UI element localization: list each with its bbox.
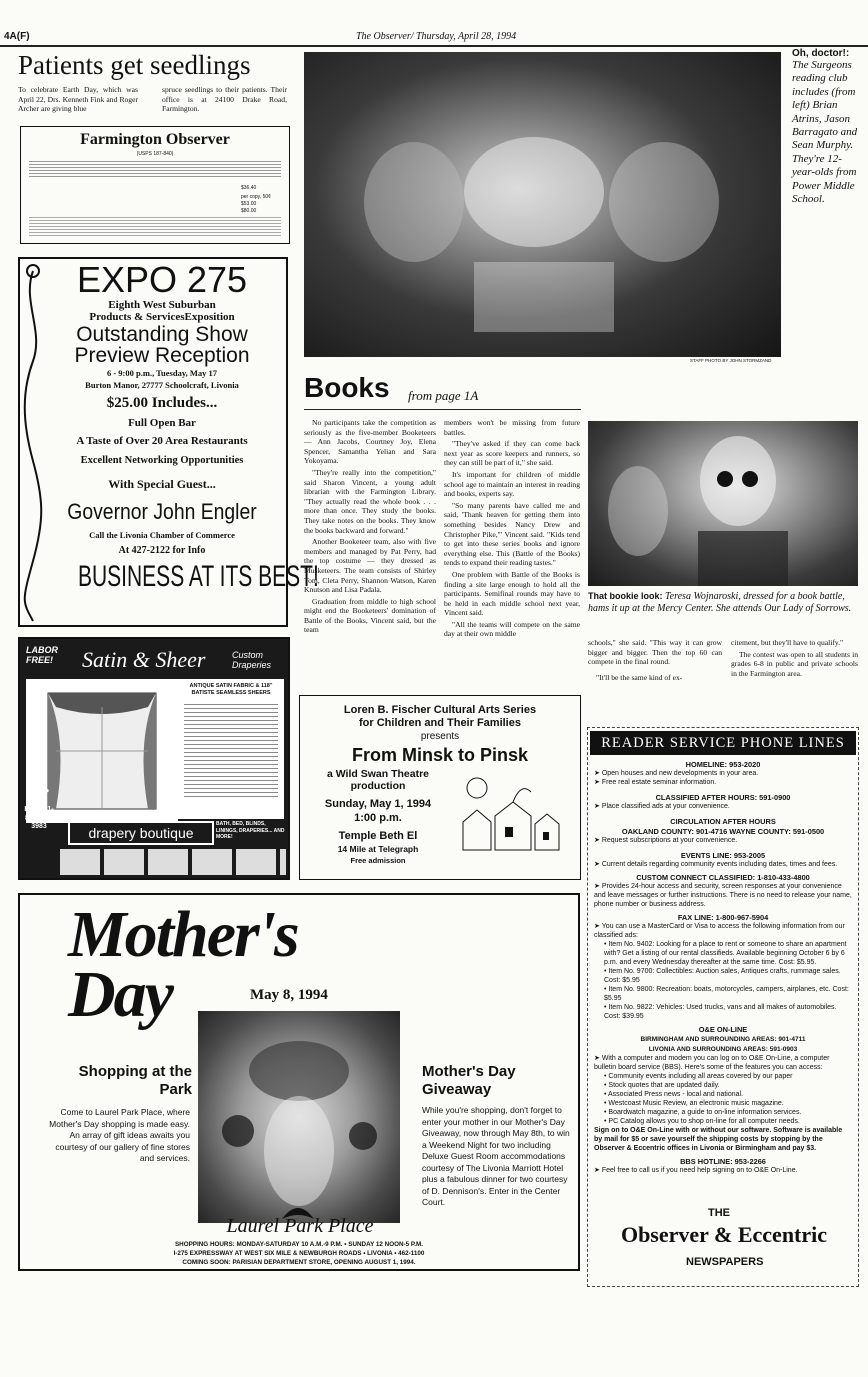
books-col1-p4: Graduation from middle to high school might end the Booketeers' domination of Battle of the Books, Vincent said, but the team [304,596,436,635]
satin-locations [60,849,286,875]
homeline-heading: HOMELINE: 953-2020 [685,760,761,769]
satin-bath: BATH, BED, BLINDS, LININGS, DRAPERIES... AND MORE! [216,821,285,840]
expo-line-15: BUSINESS AT ITS BEST! [78,560,319,593]
events-line-heading: EVENTS LINE: 953-2005 [680,851,766,860]
seedlings-headline: Patients get seedlings [18,50,251,80]
expo-line-8: Full Open Bar [128,417,196,429]
books-rule [304,409,581,410]
masthead-price-2: per copy, 50¢ [241,194,271,200]
books-col-4 [731,638,858,680]
classified-after-hours-heading: CLASSIFIED AFTER HOURS: 591-0900 [655,793,791,802]
bbs-hotline-item: ➤ Feel free to call us if you need help signing on to O&E On-Line. [594,1167,798,1174]
photo-credit: STAFF PHOTO BY JOHN STORMZAND [690,358,772,363]
books-col2-p3: It's important for children of middle school age to maintain an interest in reading and books, experts say. [444,469,580,499]
minsk-line-3: presents [420,731,460,742]
booklook-caption [588,590,858,615]
minsk-ad [299,695,581,880]
satin-title: Satin & Sheer [82,647,206,672]
books-col2-p6: "All the teams will compete on the same day at their own middle [444,619,580,639]
books-col2-p2: "They've asked if they can come back next year as score keepers and runners, so they can still be part of it," she said. [444,439,580,468]
books-col1-p3: Another Booketeer team, also with five members and managed by Pat Perry, had the top costume — they dressed as Musketeers. The team consists of Shirley Tom, Cleta Perry, Shannon Watson, Karen Knutson and Lisa Padala. [304,537,436,595]
books-col3-p1: schools," she said. "This way it can grow bigger and bigger. Then the top 60 can compete in the final round. [588,638,722,667]
circulation-item: ➤ Request subscriptions at your convenience. [594,837,738,844]
booklook-caption-body: Teresa Wojnaroski, dressed for a book battle, hams it up at the Mercy Center. She attends Our Lady of Sorrows. [588,591,852,614]
minsk-line-7: Sunday, May 1, 1994 [324,798,432,810]
circulation-numbers: OAKLAND COUNTY: 901-4716 WAYNE COUNTY: 591-0500 [621,827,825,836]
oe-feature-6: • PC Catalog allows you to shop on-line for all computer needs. [604,1118,800,1125]
satin-ad-headline: ANTIQUE SATIN FABRIC & 118" BATISTE SEAMLESS SHEERS [189,683,273,696]
expo-line-6: Burton Manor, 27777 Schoolcraft, Livonia [85,380,239,390]
oe-logo: Observer & Eccentric [620,1222,828,1247]
oe-online-birmingham: BIRMINGHAM AND SURROUNDING AREAS: 901-4711 [640,1036,806,1043]
mothers-script-1: Mother's [68,898,298,971]
satin-logo: drapery boutique [68,821,214,845]
minsk-village-illustration [455,772,565,852]
bbs-hotline-heading: BBS HOTLINE: 953-2266 [680,1157,766,1166]
books-col1-p2: "They're really into the competition," said Sharon Vincent, a young adult librarian with the Farmington Library. "They actually read the whole book . . . more than once. They study the books. They take notes on the books. They know the books backward and forward." [304,467,436,535]
books-col-1 [304,418,436,637]
minsk-line-4: From Minsk to Pinsk [351,745,529,765]
fax-line-item: ➤ You can use a MasterCard or Visa to access the following information from our classified ads: [594,923,845,939]
oe-signon: Sign on to O&E On-Line with or without our software. Software is available by mail for $5 or save yourself the shipping costs by stopping by the Observer & Eccentric offices in Livonia or Birmingham and pay $3. [594,1127,843,1152]
homeline-item-2: ➤ Free real estate seminar information. [594,779,717,786]
satin-sub: Custom Draperies [232,650,272,670]
expo-title: EXPO 275 [76,259,248,300]
booklook-photo [588,421,858,586]
minsk-line-1: Loren B. Fischer Cultural Arts Series [343,704,537,716]
oe-online-livonia: LIVONIA AND SURROUNDING AREAS: 591-0903 [648,1046,798,1053]
masthead-price-4: $80.00 [241,208,257,214]
mothers-illustration [198,1011,400,1223]
minsk-line-8: 1:00 p.m. [354,812,402,824]
books-jump: from page 1A [408,388,479,403]
seedlings-col1: To celebrate Earth Day, which was April 22, Drs. Kenneth Fink and Roger Archer are giving blue [18,85,138,114]
shopping-text: Come to Laurel Park Place, where Mother's Day shopping is made easy. An array of gift ideas awaits you courtesy of our gallery of fine stores and services. [49,1107,190,1163]
books-col2-p4: "So many parents have called me and said, 'Thank heaven for getting them into something besides Nancy Drew and Christopher Pike,'" Vincent said. "Kids tend to get into these series books and ignore everything else. This (Battle of the Books) tends to expand their reading tastes." [444,500,580,568]
minsk-line-11: Free admission [350,856,406,865]
oe-online-intro: ➤ With a computer and modem you can log on to O&E On-Line, a computer bulletin board service (BBS). Here's some of the features you can access: [594,1055,830,1071]
oe-logo-the: THE [708,1207,730,1219]
mothers-hours: SHOPPING HOURS: MONDAY-SATURDAY 10 A.M.-9 P.M. • SUNDAY 12 NOON-5 P.M. [174,1241,424,1248]
expo-line-13: Call the Livonia Chamber of Commerce [89,530,235,540]
books-col3-p2: "It'll be the same kind of ex- [596,672,683,682]
books-col-2 [444,418,580,641]
minsk-line-5: a Wild Swan Theatre [326,768,429,780]
mothers-address: I-275 EXPRESSWAY AT WEST SIX MILE & NEWBURGH ROADS • LIVONIA • 462-1100 [173,1250,425,1257]
oe-online-heading: O&E ON-LINE [698,1025,748,1034]
expo-line-14: At 427-2122 for Info [118,545,206,556]
mothers-script-2: Day [68,958,172,1031]
photo-caption-lead: Oh, doctor!: [792,48,850,59]
oe-logo-newspapers: NEWSPAPERS [686,1256,764,1268]
expo-line-10: Excellent Networking Opportunities [80,455,244,466]
minsk-line-2: for Children and Their Families [359,717,521,729]
books-headline: Books [304,372,390,403]
expo-line-5: 6 - 9:00 p.m., Tuesday, May 17 [106,368,218,378]
circulation-heading: CIRCULATION AFTER HOURS [670,817,776,826]
masthead-box [20,126,290,244]
fax-item-9700: • Item No. 9700: Collectibles: Auction sales, Antiques crafts, rummage sales. Cost: $5.95 [604,968,841,984]
custom-connect-item: ➤ Provides 24-hour access and security, screen responses at your convenience and leave messages or further instructions. There is no need to release your name, phone number or business address. [594,883,852,908]
masthead-usps: (USPS 187-840) [136,151,174,157]
expo-line-7: $25.00 Includes... [106,395,218,411]
oe-feature-5: • Boardwatch magazine, a guide to on-line information services. [604,1109,802,1116]
books-col4-p1: citement, but they'll have to qualify." [731,638,844,647]
paper-dateline: The Observer/ Thursday, April 28, 1994 [356,31,517,42]
books-col4-p2: The contest was open to all students in grades 6-8 in public and private schools in the Farmington area. [731,649,858,678]
oe-feature-4: • Westcoast Music Review, an electronic music magazine. [604,1100,784,1107]
satin-shop-at-home: SHOP AT HOME 1-800-444-3983 [24,789,54,830]
books-col2-p5: One problem with Battle of the Books is finding a site large enough to hold all the participants. Semifinal rounds may have to be held in each middle school next year, Vincent said. [444,569,580,618]
fax-item-9822: • Item No. 9822: Vehicles: Used trucks, vans and all makes of automobiles. Cost: $39.95 [604,1004,837,1020]
books-col-3 [588,638,722,684]
expo-line-12: Governor John Engler [67,499,257,524]
mothers-day-ad [18,893,580,1271]
shopping-heading: Shopping at the Park [78,1063,192,1098]
classified-after-hours-item: ➤ Place classified ads at your convenience. [594,803,730,810]
giveaway-heading: Mother's Day Giveaway [422,1063,516,1098]
masthead-fine-print [29,159,281,177]
header-rule [0,45,868,47]
masthead-title: Farmington Observer [80,131,230,148]
expo-line-3: Outstanding Show [76,323,248,346]
masthead-price-1: $36.40 [241,185,257,191]
expo-line-4: Preview Reception [74,344,250,367]
minsk-line-10: 14 Mile at Telegraph [337,844,419,854]
books-col2-p1: members won't be missing from future battles. [444,418,580,437]
oe-feature-2: • Stock quotes that are updated daily. [604,1082,720,1089]
expo-line-9: A Taste of Over 20 Area Restaurants [76,435,248,447]
fax-line-heading: FAX LINE: 1-800-967-5904 [677,913,769,922]
reader-service-title: READER SERVICE PHONE LINES [590,731,856,755]
fax-item-9800: • Item No. 9800: Recreation: boats, motorcycles, campers, airplanes, etc. Cost: $5.95 [604,986,849,1002]
minsk-line-6: production [350,780,406,792]
expo-ad [18,257,319,627]
satin-labor-free: LABOR FREE! [26,645,58,665]
satin-copy-panel [178,679,284,819]
satin-sheer-ad [18,637,290,880]
fax-item-9402: • Item No. 9402: Looking for a place to rent or someone to share an apartment with? Get a listing of our rental classifieds. Available beginning October 6 by 6 p.m. and every Wednesday thereafter at the same time. Cost: $5.95. [604,941,847,966]
events-line-item: ➤ Current details regarding community events including dates, times and fees. [594,861,838,868]
masthead-terms [29,215,281,237]
books-col1-p1: No participants take the competition as seriously as the five-member Booketeers — Ann Jacobs, Courtney Joy, Elena Spencer, Samantha Yelian and Sara Yokoyama. [304,418,436,466]
oe-feature-1: • Community events including all areas covered by our paper [604,1073,793,1080]
surgeons-photo [304,52,781,357]
expo-line-1: Eighth West Suburban [108,299,216,311]
homeline-item-1: ➤ Open houses and new developments in your area. [594,770,759,777]
seedlings-col2: spruce seedlings to their patients. Their office is at 24100 Drake Road, Farmington. [162,85,287,114]
expo-line-11: With Special Guest... [108,477,216,491]
custom-connect-heading: CUSTOM CONNECT CLASSIFIED: 1-810-433-4800 [636,873,810,882]
mothers-coming-soon: COMING SOON: PARISIAN DEPARTMENT STORE, OPENING AUGUST 1, 1994. [182,1259,416,1266]
photo-caption-body: The Surgeons reading club includes (from left) Brian Atrins, Jason Barragato and Sean Murphy. They're 12-year-olds from Power Middle School. [792,59,858,206]
booklook-caption-lead: That bookie look: [588,591,663,601]
satin-price-list [184,701,278,797]
surgeons-photo-art [304,52,781,357]
masthead-price-3: $53.00 [241,201,257,207]
expo-vine-ornament [22,261,44,623]
mothers-date: May 8, 1994 [250,987,328,1003]
page-id: 4A(F) [4,31,30,42]
booklook-photo-art [588,421,858,586]
reader-service-body [594,759,852,1175]
giveaway-text: While you're shopping, don't forget to enter your mother in our Mother's Day Giveaway, now through May 8th, to win a Weekend Night for two including Deluxe Guest Room accommodations courtesy of The Livonia Marriott Hotel plus a fabulous dinner for two courtesy of D. Dennison's. Enter in the Center Court. [422,1105,570,1207]
minsk-line-9: Temple Beth El [338,830,418,842]
expo-line-2: Products & ServicesExposition [89,311,235,323]
oe-feature-3: • Associated Press news - local and national. [604,1091,744,1098]
laurel-park-logo: Laurel Park Place [226,1215,374,1237]
